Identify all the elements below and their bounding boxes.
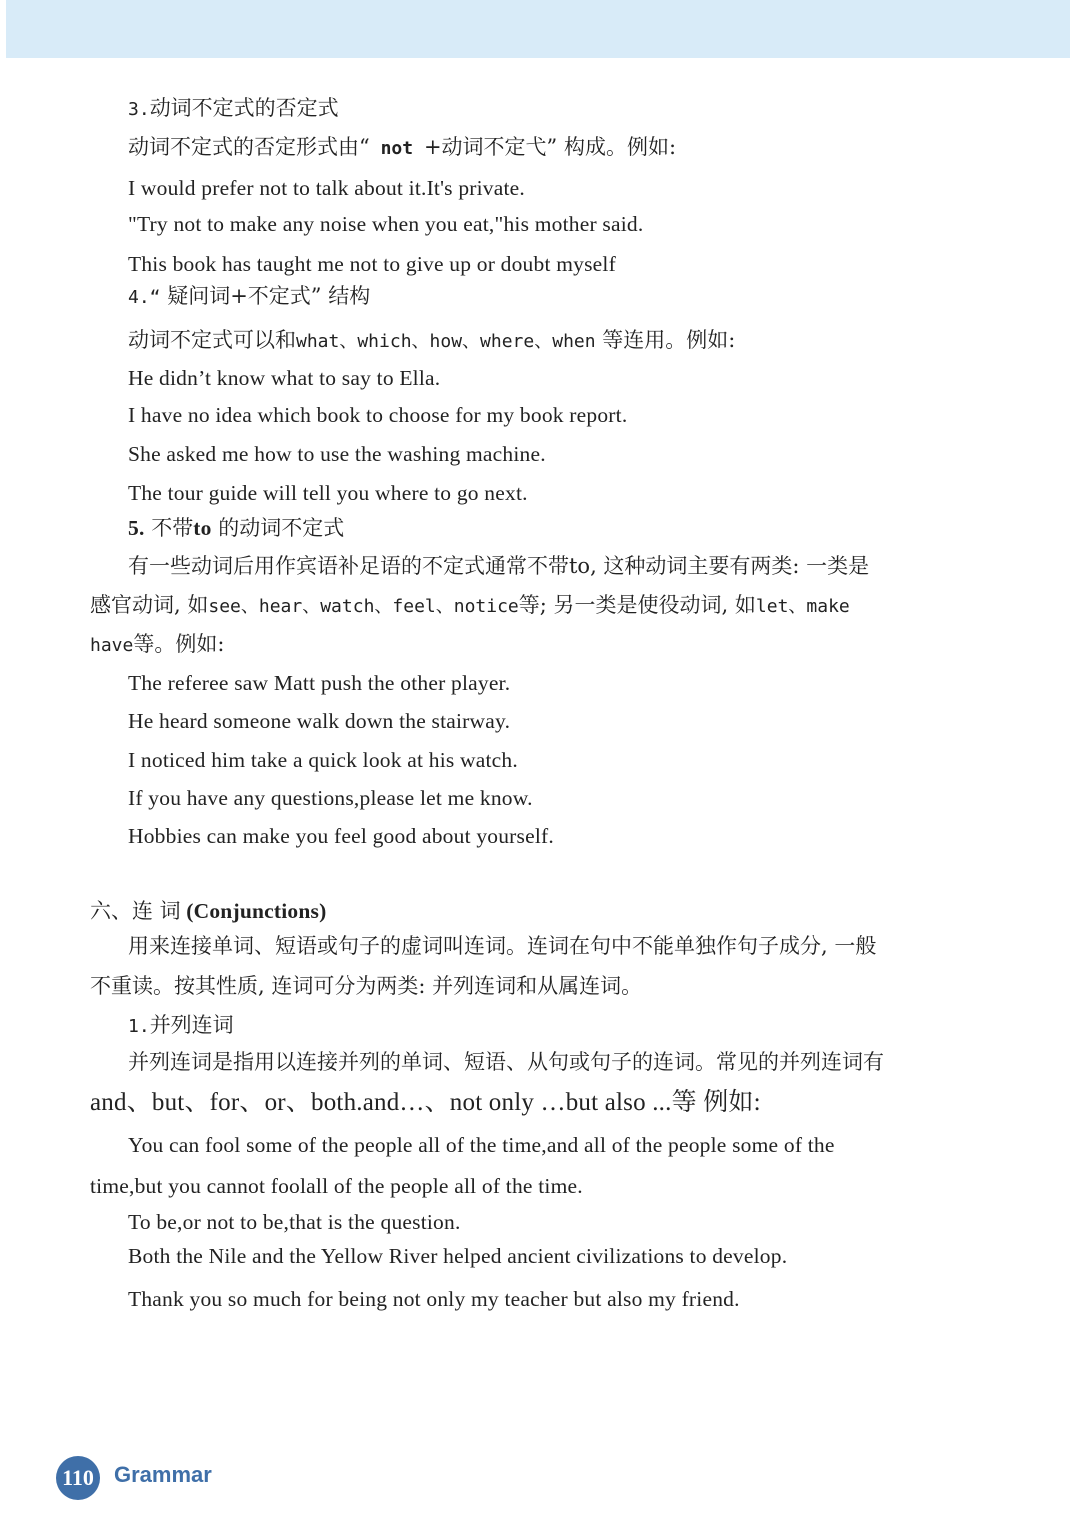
keyword: to <box>193 516 212 540</box>
keyword-list: see、hear、watch、feel、notice <box>208 596 519 617</box>
heading-text: 的动词不定式 <box>211 516 345 540</box>
section-4-heading <box>128 281 370 313</box>
example-sentence: The tour guide will tell you where to go next. <box>128 481 528 505</box>
example-sentence: He heard someone walk down the stairway. <box>128 709 511 733</box>
example-sentence: She asked me how to use the washing machine. <box>128 442 546 466</box>
paragraph-text: 感官动词, 如 <box>90 593 209 617</box>
example-sentence: I would prefer not to talk about it.It's private. <box>128 176 525 200</box>
example-sentence: If you have any questions,please let me know. <box>128 786 533 810</box>
heading-number: 3. <box>128 99 150 120</box>
example-sentence: This book has taught me not to give up or doubt myself <box>128 252 616 276</box>
subsection-number: 1. <box>128 1016 150 1037</box>
paragraph-line <box>90 590 850 622</box>
paragraph-text: 等。例如: <box>133 632 225 656</box>
example-sentence: I noticed him take a quick look at his watch. <box>128 748 518 772</box>
conjunctions-heading <box>90 896 326 926</box>
example-sentence: You can fool some of the people all of the time,and all of the people some of the <box>128 1133 835 1157</box>
paragraph-line: 不重读。按其性质, 连词可分为两类: 并列连词和从属连词。 <box>90 974 643 998</box>
example-sentence: Both the Nile and the Yellow River helped ancient civilizations to develop. <box>128 1244 788 1268</box>
paragraph-line: 有一些动词后用作宾语补足语的不定式通常不带to, 这种动词主要有两类: 一类是 <box>128 554 870 578</box>
keyword-list: let、make <box>755 596 850 617</box>
example-sentence: To be,or not to be,that is the question. <box>128 1210 461 1234</box>
keyword-list: what、which、how、where、when <box>296 331 596 352</box>
description-text: 动词不定式可以和 <box>128 328 296 352</box>
paragraph-line: 并列连词是指用以连接并列的单词、短语、从句或句子的连词。常见的并列连词有 <box>128 1050 884 1074</box>
conjunction-list: and、but、for、or、both.and…、not only …but also ...等 例如: <box>90 1089 761 1116</box>
heading-text: 动词不定式的否定式 <box>149 96 339 120</box>
keyword: have <box>90 635 134 656</box>
example-sentence: The referee saw Matt push the other player. <box>128 671 511 695</box>
example-sentence: He didn’t know what to say to Ella. <box>128 366 441 390</box>
header-band <box>6 0 1070 58</box>
heading-text: 六、连 词 <box>90 899 181 923</box>
heading-number: 5. <box>128 516 145 540</box>
section-3-heading <box>128 93 339 125</box>
section-5-heading <box>128 513 344 543</box>
example-sentence: Hobbies can make you feel good about yourself. <box>128 824 554 848</box>
heading-english: (Conjunctions) <box>180 899 327 923</box>
paragraph-line <box>90 629 224 661</box>
description-text: 动词不定式的否定形式由“ <box>128 135 370 159</box>
section-4-description <box>128 325 735 357</box>
heading-number: 4.“ <box>128 287 161 308</box>
example-sentence: "Try not to make any noise when you eat,"his mother said. <box>128 212 644 236</box>
heading-text: 疑问词+不定式” 结构 <box>160 284 371 308</box>
heading-text: 不带 <box>144 516 194 540</box>
subsection-heading <box>128 1010 234 1042</box>
paragraph-line: 用来连接单词、短语或句子的虚词叫连词。连词在句中不能单独作句子成分, 一般 <box>128 934 877 958</box>
example-sentence: I have no idea which book to choose for my book report. <box>128 403 628 427</box>
footer-label: Grammar <box>114 1462 212 1487</box>
description-text: 等连用。例如: <box>595 328 736 352</box>
section-3-description <box>128 132 676 164</box>
page-number: 110 <box>56 1456 100 1500</box>
example-sentence: Thank you so much for being not only my teacher but also my friend. <box>128 1287 740 1311</box>
example-sentence-continued: time,but you cannot foolall of the people all of the time. <box>90 1174 583 1198</box>
keyword: not <box>369 138 424 159</box>
subsection-title: 并列连词 <box>149 1013 234 1037</box>
paragraph-text: 等; 另一类是使役动词, 如 <box>518 593 756 617</box>
description-text: +动词不定弋” 构成。例如: <box>423 135 677 159</box>
